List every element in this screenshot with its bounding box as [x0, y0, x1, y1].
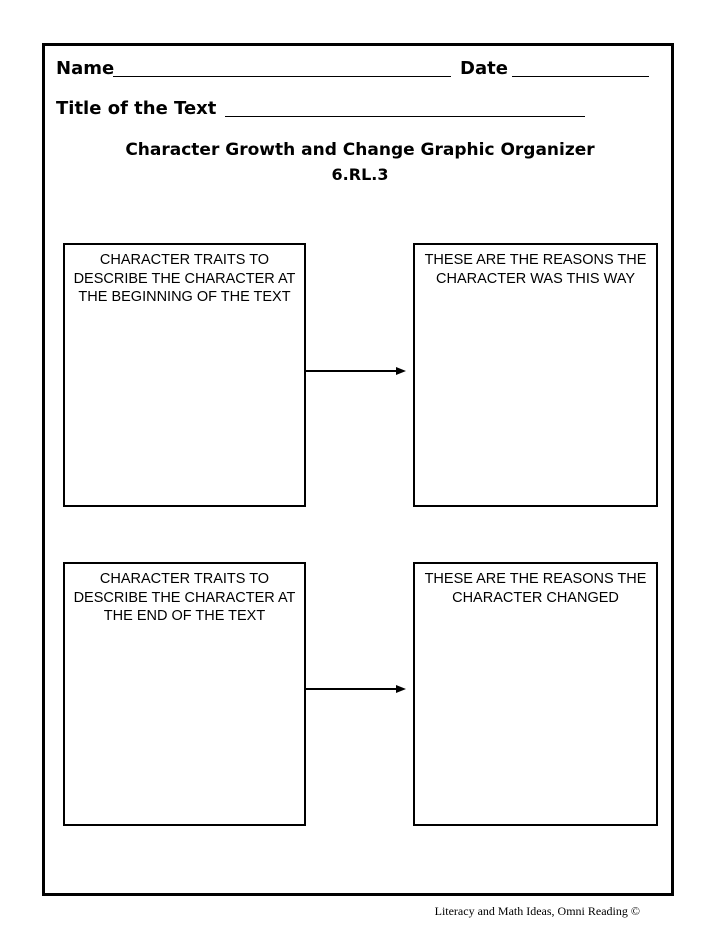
- end-traits-box[interactable]: [63, 562, 306, 826]
- title-of-text-label: Title of the Text: [56, 98, 217, 119]
- beginning-reasons-label: THESE ARE THE REASONS THE CHARACTER WAS THIS WAY: [424, 252, 647, 287]
- end-reasons-label: THESE ARE THE REASONS THE CHARACTER CHANGED: [424, 571, 647, 606]
- date-field[interactable]: [512, 76, 649, 77]
- end-reasons-box[interactable]: [413, 562, 658, 826]
- name-field[interactable]: [113, 76, 451, 77]
- end-traits-label: CHARACTER TRAITS TO DESCRIBE THE CHARACTER AT THE END OF THE TEXT: [73, 571, 296, 624]
- beginning-traits-box[interactable]: [63, 243, 306, 507]
- arrow-right-icon: [306, 682, 414, 696]
- standard-code: 6.RL.3: [331, 165, 389, 184]
- title-of-text-field[interactable]: [225, 116, 585, 117]
- footer-credit: Literacy and Math Ideas, Omni Reading ©: [434, 904, 640, 918]
- name-label: Name: [56, 58, 115, 79]
- arrow-right-icon: [306, 364, 414, 378]
- page-title: Character Growth and Change Graphic Organizer: [125, 140, 595, 160]
- beginning-reasons-box[interactable]: [413, 243, 658, 507]
- beginning-traits-label: CHARACTER TRAITS TO DESCRIBE THE CHARACTER AT THE BEGINNING OF THE TEXT: [73, 252, 296, 305]
- date-label: Date: [460, 58, 508, 79]
